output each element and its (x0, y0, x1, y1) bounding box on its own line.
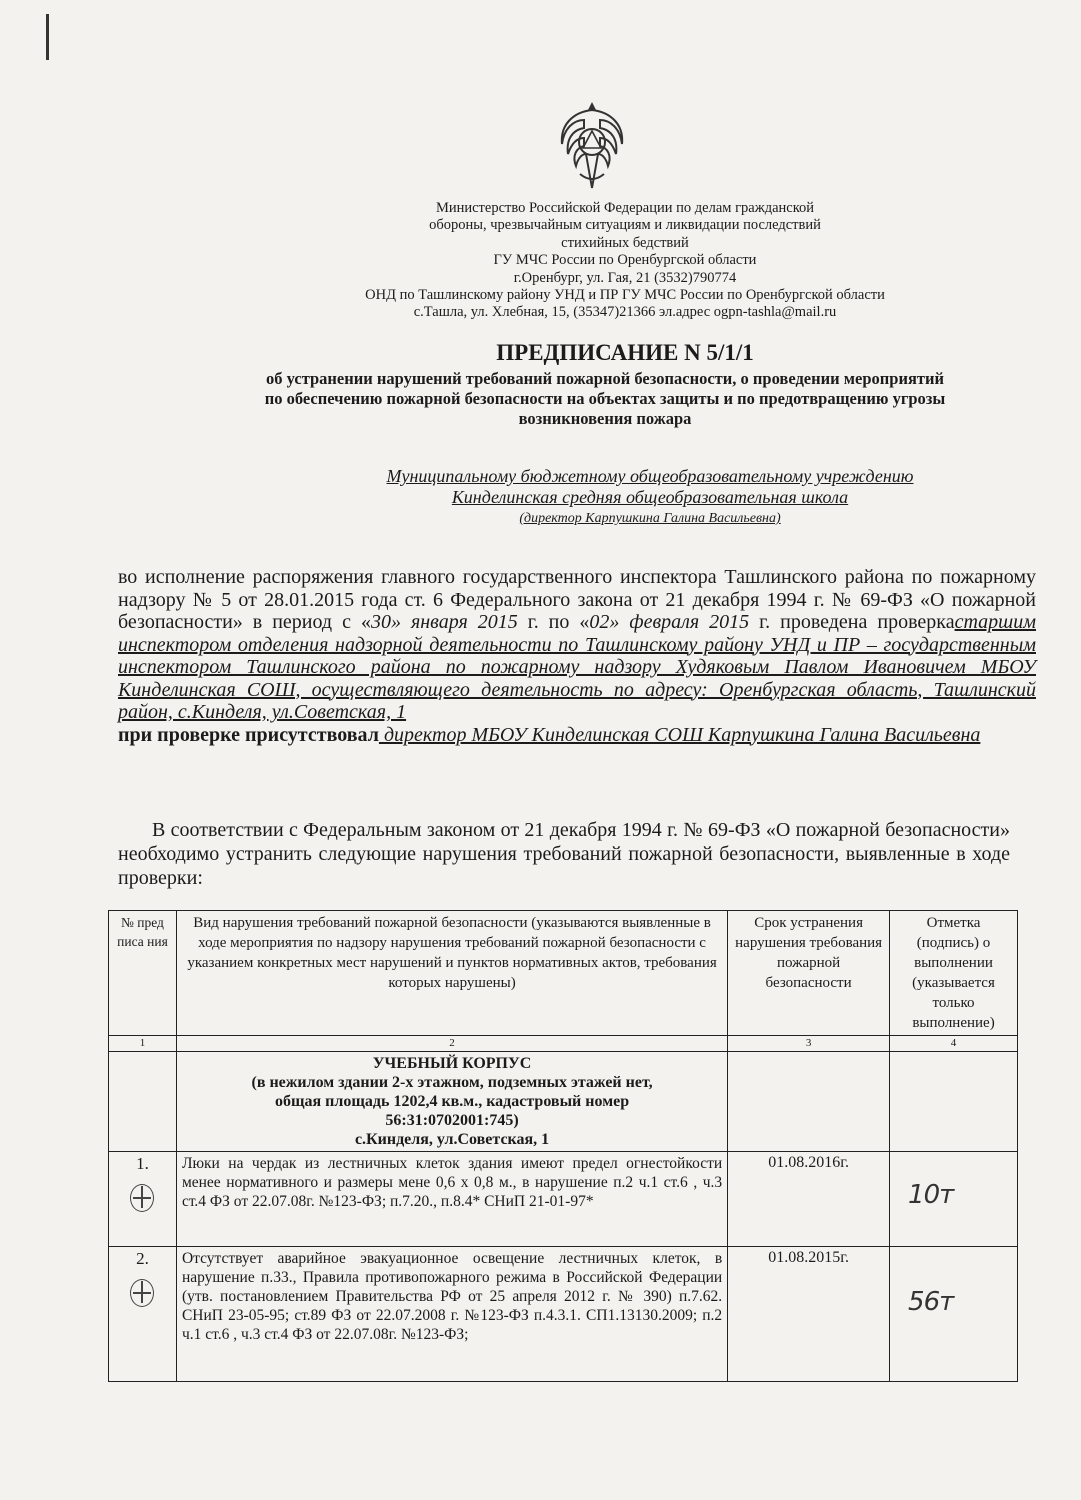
ministry-line: ОНД по Ташлинскому району УНД и ПР ГУ МЧС России по Оренбургской области (365, 287, 885, 304)
inspection-paragraph (118, 566, 1036, 746)
handwritten-mark: 56т (908, 1287, 954, 1317)
section-line: общая площадь 1202,4 кв.м., кадастровый номер (275, 1093, 630, 1110)
ministry-line: г.Оренбург, ул. Гая, 21 (3532)790774 (513, 269, 737, 286)
document-title: ПРЕДПИСАНИЕ N 5/1/1 (496, 340, 754, 365)
subtitle-line: по обеспечению пожарной безопасности на объектах защиты и по предотвращению угрозы (264, 389, 946, 408)
handwritten-check-icon (130, 1279, 154, 1307)
ministry-line: Министерство Российской Федерации по делам гражданской (435, 200, 815, 216)
basis-paragraph (118, 566, 1036, 724)
addressee-line: Кинделинская средняя общеобразовательная школа (451, 487, 849, 507)
date-to-rest: » февраля 2015 (609, 611, 750, 633)
row-number: 1. (136, 1154, 149, 1173)
date-to-day: 02 (589, 611, 610, 633)
section-line: (в нежилом здании 2-х этажном, подземных этажей нет, (251, 1074, 653, 1091)
table-row (109, 1152, 1018, 1247)
document-subtitle (190, 369, 1020, 429)
header-cell-number: № пред писа ния (109, 911, 177, 1036)
deadline: 01.08.2016г. (728, 1152, 890, 1247)
header-cell-mark: Отметка (подпись) о выполнении (указывается только выполнение) (890, 911, 1018, 1036)
scan-edge-mark (46, 14, 49, 60)
table-row (109, 1247, 1018, 1382)
ministry-line: стихийных бедствий (561, 234, 689, 251)
check-text: старшим инспектором отделения надзорной деятельности по Ташлинскому району УНД и ПР – государственным инспектором Ташлинского района по пожарному надзору Худяковым Павлом Ивановичем МБОУ Кинделинская СОШ, осуществляющего деятельность по адресу: Оренбургская область, Ташлинский район, с.Кинделя, ул.Советская, 1 (118, 611, 1037, 723)
requirements-intro: В соответствии с Федеральным законом от 21 декабря 1994 г. № 69-ФЗ «О пожарной безопасности» необходимо устранить следующие нарушения требований пожарной безопасности, выявленные в ходе проверки: (118, 819, 1010, 889)
basis-text: во исполнение распоряжения главного государственного инспектора Ташлинского района по пожарному надзору № 5 от 28.01.2015 года ст. 6 Федерального закона от 21 декабря 1994 г. № 69-ФЗ «О пожарной безопасности» в период с « (118, 566, 1036, 633)
date-from-day: 30 (370, 611, 391, 633)
handwritten-check-icon (130, 1184, 154, 1212)
subtitle-line: об устранении нарушений требований пожарной безопасности, о проведении мероприятий (266, 369, 944, 388)
present-text: директор МБОУ Кинделинская СОШ Карпушкина Галина Васильевна (378, 723, 981, 746)
column-number-row (109, 1036, 1018, 1052)
handwritten-mark: 10т (908, 1180, 954, 1210)
violation-text: Люки на чердак из лестничных клеток здания имеют предел огнестойкости менее нормативного и размеры мене 0,6 х 0,8 м., в нарушение п.2 ч.1 ст.6 , ч.3 ст.4 ФЗ от 22.07.08г. №123-ФЗ; п.7.20., п.8.4* СНиП 21-01-97* (176, 1152, 727, 1247)
column-number: 4 (890, 1036, 1018, 1052)
ministry-header (300, 200, 950, 322)
section-line: с.Кинделя, ул.Советская, 1 (354, 1131, 550, 1148)
column-number: 3 (728, 1036, 890, 1052)
column-number: 1 (109, 1036, 177, 1052)
subtitle-line: возникновения пожара (518, 409, 692, 428)
present-label: при проверке присутствовал (118, 723, 379, 746)
completion-mark-cell (890, 1247, 1018, 1382)
empty-cell (728, 1052, 890, 1152)
empty-cell (890, 1052, 1018, 1152)
section-row (109, 1052, 1018, 1152)
row-number-cell (109, 1247, 177, 1382)
emchs-emblem-icon (554, 98, 630, 194)
header-cell-term: Срок устранения нарушения требования пожарной безопасности (728, 911, 890, 1036)
section-line: 56:31:0702001:745) (385, 1112, 519, 1129)
check-label: проведена проверка (780, 611, 955, 633)
date-from-rest: » января 2015 (390, 611, 518, 633)
completion-mark-cell (890, 1152, 1018, 1247)
deadline: 01.08.2015г. (728, 1247, 890, 1382)
row-number: 2. (136, 1249, 149, 1268)
section-title-cell (176, 1052, 727, 1152)
ministry-line: с.Ташла, ул. Хлебная, 15, (35347)21366 эл.адрес ogpn-tashla@mail.ru (413, 304, 837, 321)
basis-text-mid: г. по « (517, 611, 590, 633)
row-number-cell (109, 1152, 177, 1247)
empty-cell (109, 1052, 177, 1152)
ministry-line: обороны, чрезвычайным ситуациям и ликвидации последствий (429, 217, 821, 234)
violation-text: Отсутствует аварийное эвакуационное освещение лестничных клеток, в нарушение п.33., Правила противопожарного режима в Российской Федерации (утв. постановлением Правительства РФ от 25 апреля 2012 г. № 390) п.7.62. СНиП 23-05-95; ст.89 ФЗ от 22.07.2008 г. №123-ФЗ п.4.3.1. СП1.13130.2009; п.2 ч.1 ст.6 , ч.3 ст.4 ФЗ от 22.07.08г. №123-ФЗ; (176, 1247, 727, 1382)
addressee-line: Муниципальному бюджетному общеобразовательному учреждению (386, 466, 914, 486)
basis-text-end: г. (749, 611, 771, 633)
section-line: УЧЕБНЫЙ КОРПУС (372, 1055, 532, 1072)
column-number: 2 (176, 1036, 727, 1052)
present-paragraph (118, 724, 1036, 747)
addressee-block (240, 466, 1060, 529)
table-header-row (109, 911, 1018, 1036)
addressee-director: (директор Карпушкина Галина Васильевна) (519, 511, 781, 526)
header-cell-violation: Вид нарушения требований пожарной безопасности (указываются выявленные в ходе мероприятия по надзору нарушения требований пожарной безопасности с указанием конкретных мест нарушений и пунктов нормативных актов, требования которых нарушены) (176, 911, 727, 1036)
violations-table (108, 910, 1018, 1382)
ministry-line: ГУ МЧС России по Оренбургской области (493, 252, 757, 269)
